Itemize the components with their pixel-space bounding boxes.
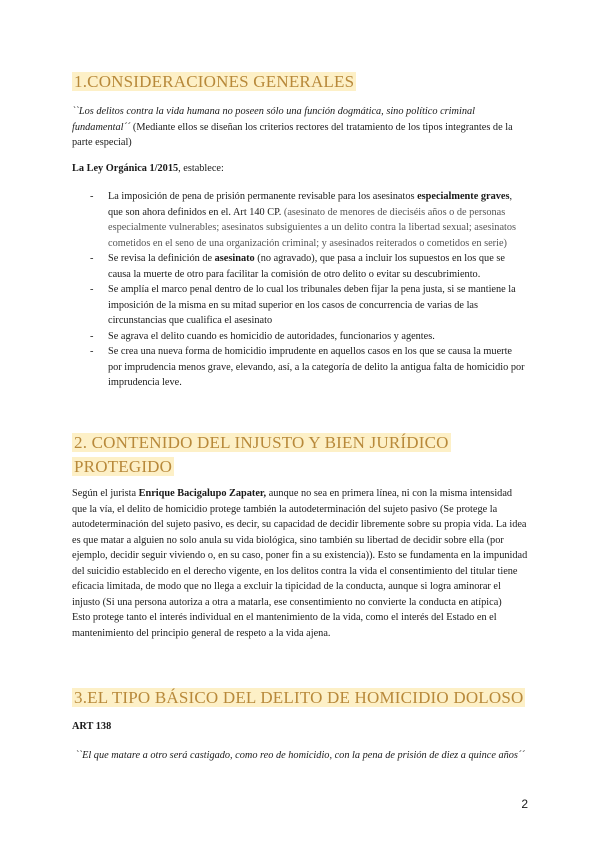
list-item [90, 189, 528, 251]
section1-quote: ``Los delitos contra la vida humana no poseen sólo una función dogmática, sino político criminal fundamental´´ [72, 106, 475, 133]
list-item [90, 344, 528, 391]
section3-heading [72, 686, 525, 710]
section1-quote-note: (Mediante ellos se diseñan los criterios rectores del tratamiento de los tipos integrantes de la parte especial) [72, 121, 513, 148]
law-label: La Ley Orgánica 1/2015 [72, 163, 179, 174]
section1-title: 1.CONSIDERACIONES GENERALES [74, 72, 355, 91]
bullet-text: Se revisa la definición de [108, 253, 215, 264]
bullet-bold: asesinato [214, 253, 255, 264]
bullet-text: , que son ahora definidos en el. Art 140 CP. [108, 191, 513, 218]
bullet-bold: especialmente graves [417, 191, 510, 202]
bullet-note: (asesinato de menores de dieciséis años o de personas especialmente vulnerables; asesinatos subsiguientes a un delito contra la libertad sexual; asesinatos cometidos en el seno de una organización criminal; y asesinados reiterados o cometidos en serie) [108, 206, 517, 249]
article-quote: ``El que matare a otro será castigado, como reo de homicidio, con la pena de prisión de diez a quince años´´ [75, 750, 525, 761]
bullet-text: Se crea una nueva forma de homicidio imprudente en aquellos casos en los que se causa la muerte por imprudencia menos grave, elevando, así, a la categoría de delito la antigua falta de homicidio por imprudencia leve. [108, 346, 525, 388]
section2-conclusion: Esto protege tanto el interés individual en el mantenimiento de la vida, como el interés del Estado en el mantenimiento del principio general de respeto a la vida ajena. [72, 612, 497, 639]
section1-heading [72, 70, 356, 94]
paragraph-text: aunque no sea en primera línea, ni con la misma intensidad que la vía, el delito de homicidio protege también la autodeterminación del sujeto pasivo (Se protege la autodeterminación del sujeto pasivo, es decir, su capacidad de decidir libremente sobre su propia vida. La idea es que matar a alguien no solo anula su vida biológica, sino también su libertad de decidir sobre ella (por ejemplo, decidir seguir viviendo o, en su caso, poner fin a su existencia)). Esto se fundamenta en la impunidad del suicidio establecido en el derecho vigente, en los delitos contra la vida el consentimiento del titular tiene eficacia limitada, de modo que no llega a excluir la tipicidad de la conducta, aunque si logra aminorar el injusto (Si una persona autoriza a otra a matarla, ese consentimiento no convierte la conducta en atípica) [72, 488, 528, 608]
bullet-text: La imposición de pena de prisión permanente revisable para los asesinatos [108, 191, 418, 202]
bullet-text: Se agrava el delito cuando es homicidio de autoridades, funcionarios y agentes. [108, 330, 435, 342]
list-item [90, 282, 528, 329]
bullet-text: Se amplía el marco penal dentro de lo cual los tribunales deben fijar la pena justa, si se mantiene la imposición de la misma en su mitad superior en los casos de concurrencia de varias de las circunstancias que cualifica el asesinato [108, 284, 516, 326]
section1-quote-paragraph [72, 104, 528, 151]
bullet-text: (no agravado), que pasa a incluir los supuestos en los que se causa la muerte de otro para facilitar la comisión de otro delito o evitar su descubrimiento. [108, 253, 505, 280]
jurist-name: Enrique Bacigalupo Zapater, [138, 488, 267, 499]
paragraph-text: Según el jurista [72, 488, 139, 499]
list-item [90, 251, 528, 282]
section2-title-line1: 2. CONTENIDO DEL INJUSTO Y BIEN JURÍDICO [74, 433, 449, 452]
reform-bullet-list [90, 189, 528, 391]
page-number: 2 [521, 797, 528, 811]
section2-title-line2: PROTEGIDO [74, 457, 173, 476]
law-suffix: , establece: [178, 163, 224, 174]
section2-heading [72, 431, 451, 479]
article-label: ART 138 [72, 721, 112, 732]
law-line [72, 161, 528, 177]
list-item [90, 329, 528, 345]
section2-paragraph [72, 486, 528, 641]
section3-title: 3.EL TIPO BÁSICO DEL DELITO DE HOMICIDIO DOLOSO [74, 688, 524, 707]
